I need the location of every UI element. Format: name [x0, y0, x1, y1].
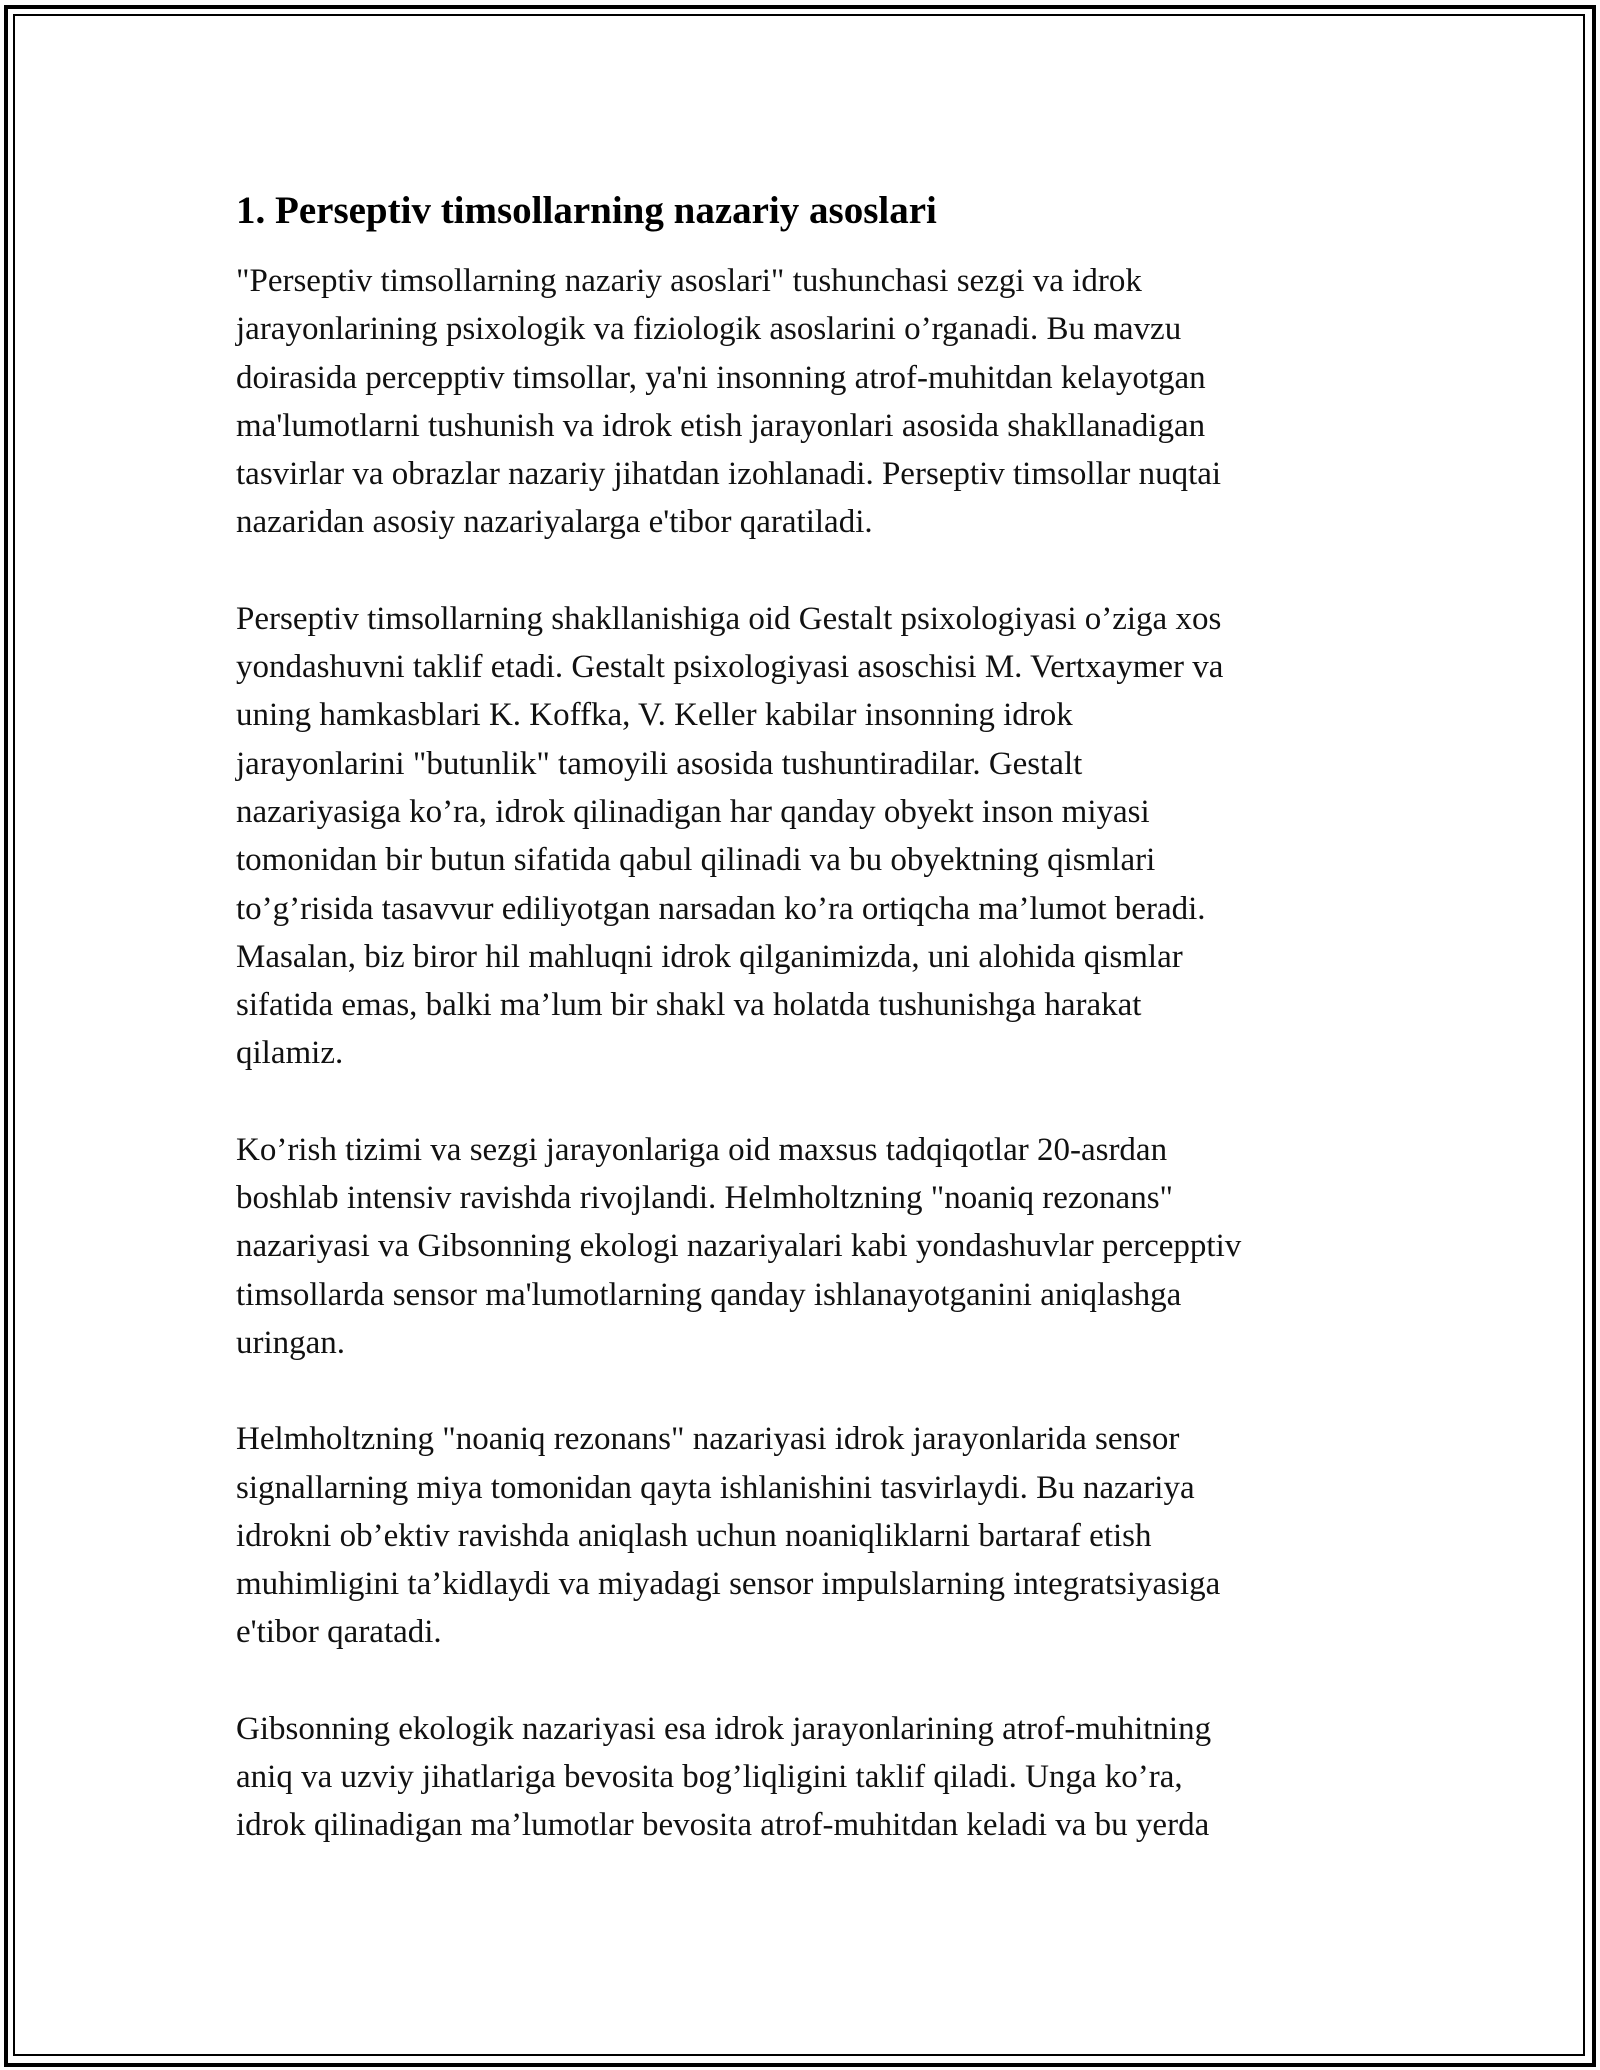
paragraph-5: Gibsonning ekologik nazariyasi esa idrok jarayonlarining atrof-muhitning aniq va uzviy jihatlariga bevosita bog’liqligini taklif qiladi. Unga ko’ra, idrok qilinadigan ma’lumotlar bevosita atrof-muhitdan keladi va bu yerda	[236, 1710, 1212, 1844]
paragraph-2: Perseptiv timsollarning shakllanishiga oid Gestalt psixologiyasi o’ziga xos yondashuvni taklif etadi. Gestalt psixologiyasi asoschisi M. Vertxaymer va uning hamkasblari K. Koffka, V. Keller kabilar insonning idrok jarayonlarini "butunlik" tamoyili asosida tushuntiradilar. Gestalt nazariyasiga ko’ra, idrok qilinadigan har qanday obyekt inson miyasi tomonidan bir butun sifatida qabul qilinadi va bu obyektning qismlari to’g’risida tasavvur ediliyotgan narsadan ko’ra ortiqcha ma’lumot beradi. Masalan, biz biror hil mahluqni idrok qilganimizda, uni alohida qismlar sifatida emas, balki ma’lum bir shakl va holatda tushunishga harakat qilamiz.	[236, 600, 1224, 1072]
paragraph-4: Helmholtzning "noaniq rezonans" nazariyasi idrok jarayonlarida sensor signallarning miya tomonidan qayta ishlanishini tasvirlaydi. Bu nazariya idrokni ob’ektiv ravishda aniqlash uchun noaniqliklarni bartaraf etish muhimligini ta’kidlaydi va miyadagi sensor impulslarning integratsiyasiga e'tibor qaratadi.	[236, 1421, 1221, 1651]
paragraph-3: Ko’rish tizimi va sezgi jarayonlariga oid maxsus tadqiqotlar 20-asrdan boshlab intensiv ravishda rivojlandi. Helmholtzning "noaniq rezonans" nazariyasi va Gibsonning ekologi nazariyalari kabi yondashuvlar percepptiv timsollarda sensor ma'lumotlarning qanday ishlanayotganini aniqlashga uringan.	[236, 1131, 1242, 1361]
section-heading: 1. Perseptiv timsollarning nazariy asoslari	[236, 189, 937, 232]
paragraph-1: "Perseptiv timsollarning nazariy asoslari" tushunchasi sezgi va idrok jarayonlarining psixologik va fiziologik asoslarini o’rganadi. Bu mavzu doirasida percepptiv timsollar, ya'ni insonning atrof-muhitdan kelayotgan ma'lumotlarni tushunish va idrok etish jarayonlari asosida shakllanadigan tasvirlar va obrazlar nazariy jihatdan izohlanadi. Perseptiv timsollar nuqtai nazaridan asosiy nazariyalarga e'tibor qaratiladi.	[236, 263, 1222, 541]
document-body	[236, 183, 1366, 1898]
